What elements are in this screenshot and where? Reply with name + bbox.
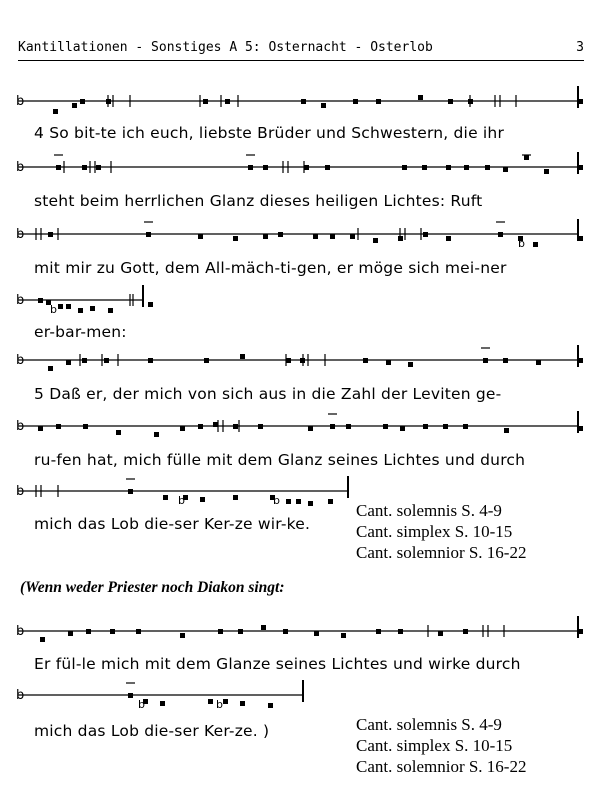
- note-punctum: [408, 362, 413, 367]
- flat-clef: b: [16, 94, 25, 109]
- note-punctum: [524, 155, 529, 160]
- flat-sign: b: [138, 698, 145, 711]
- flat-clef: b: [16, 160, 25, 175]
- note-punctum: [330, 234, 335, 239]
- note-punctum: [82, 165, 87, 170]
- flat-sign: b: [216, 698, 223, 711]
- note-punctum: [240, 354, 245, 359]
- note-punctum: [204, 358, 209, 363]
- note-punctum: [373, 238, 378, 243]
- note-punctum: [418, 95, 423, 100]
- note-punctum: [363, 358, 368, 363]
- note-punctum: [68, 631, 73, 636]
- note-punctum: [58, 304, 63, 309]
- page-header: [18, 40, 584, 62]
- note-punctum: [376, 629, 381, 634]
- note-punctum: [350, 234, 355, 239]
- note-punctum: [533, 242, 538, 247]
- flat-sign: b: [518, 237, 525, 250]
- note-punctum: [341, 633, 346, 638]
- note-punctum: [578, 629, 583, 634]
- flat-clef: b: [16, 688, 25, 703]
- note-punctum: [268, 703, 273, 708]
- note-punctum: [422, 165, 427, 170]
- lyric-line-2: steht beim herrlichen Glanz dieses heiligen Lichtes: Ruft: [34, 192, 483, 210]
- note-punctum: [223, 699, 228, 704]
- note-punctum: [578, 358, 583, 363]
- staff-line-5: [18, 353, 584, 367]
- note-punctum: [80, 99, 85, 104]
- references-block-2: [356, 714, 526, 777]
- rubric: (Wenn weder Priester noch Diakon singt:: [20, 579, 285, 596]
- note-punctum: [240, 701, 245, 706]
- note-punctum: [225, 99, 230, 104]
- page-title: Kantillationen - Sonstiges A 5: Osternacht - Osterlob: [18, 40, 433, 55]
- note-punctum: [248, 165, 253, 170]
- note-punctum: [154, 432, 159, 437]
- note-punctum: [544, 169, 549, 174]
- note-punctum: [38, 426, 43, 431]
- note-punctum: [304, 165, 309, 170]
- note-punctum: [438, 631, 443, 636]
- note-punctum: [146, 232, 151, 237]
- note-punctum: [278, 232, 283, 237]
- note-punctum: [200, 497, 205, 502]
- note-punctum: [485, 165, 490, 170]
- note-punctum: [258, 424, 263, 429]
- note-punctum: [66, 304, 71, 309]
- staff-line-3: [16, 227, 584, 250]
- note-punctum: [106, 99, 111, 104]
- flat-clef: b: [16, 484, 25, 499]
- note-punctum: [423, 424, 428, 429]
- flat-clef: b: [16, 624, 25, 639]
- note-punctum: [314, 631, 319, 636]
- staff-line-4: [16, 293, 584, 316]
- staff-line-7: [16, 484, 584, 507]
- note-punctum: [261, 625, 266, 630]
- note-punctum: [233, 424, 238, 429]
- note-punctum: [96, 165, 101, 170]
- note-punctum: [578, 236, 583, 241]
- note-punctum: [198, 234, 203, 239]
- note-punctum: [313, 234, 318, 239]
- flat-sign: b: [178, 494, 185, 507]
- note-punctum: [108, 308, 113, 313]
- note-punctum: [398, 236, 403, 241]
- note-punctum: [325, 165, 330, 170]
- note-punctum: [160, 701, 165, 706]
- note-punctum: [233, 495, 238, 500]
- note-punctum: [163, 495, 168, 500]
- note-punctum: [386, 360, 391, 365]
- note-punctum: [90, 306, 95, 311]
- note-punctum: [353, 99, 358, 104]
- note-punctum: [483, 358, 488, 363]
- header-rule: [18, 60, 584, 61]
- note-punctum: [128, 489, 133, 494]
- note-punctum: [504, 428, 509, 433]
- note-punctum: [398, 629, 403, 634]
- note-punctum: [218, 629, 223, 634]
- note-punctum: [86, 629, 91, 634]
- note-punctum: [82, 358, 87, 363]
- note-punctum: [116, 430, 121, 435]
- staff-line-2: [18, 160, 584, 174]
- staff-line-8: [18, 624, 584, 638]
- lyric-line-3: mit mir zu Gott, dem All-mäch-ti-gen, er möge sich mei-ner: [34, 259, 507, 277]
- lyric-line-7: mich das Lob die-ser Ker-ze wir-ke.: [34, 515, 311, 533]
- staff-line-9: [16, 688, 584, 711]
- note-punctum: [578, 426, 583, 431]
- lyric-line-4: er-bar-men:: [34, 323, 127, 341]
- flat-sign: b: [273, 494, 280, 507]
- note-punctum: [308, 501, 313, 506]
- reference-solemnis: Cant. solemnis S. 4-9: [356, 501, 502, 520]
- note-punctum: [578, 99, 583, 104]
- note-punctum: [328, 499, 333, 504]
- note-punctum: [464, 165, 469, 170]
- flat-clef: b: [16, 227, 25, 242]
- note-punctum: [136, 629, 141, 634]
- note-punctum: [48, 232, 53, 237]
- note-punctum: [503, 358, 508, 363]
- note-punctum: [148, 302, 153, 307]
- note-punctum: [308, 426, 313, 431]
- note-punctum: [330, 424, 335, 429]
- reference-solemnior: Cant. solemnior S. 16-22: [356, 757, 527, 776]
- note-punctum: [233, 236, 238, 241]
- note-punctum: [423, 232, 428, 237]
- note-punctum: [180, 426, 185, 431]
- note-punctum: [78, 308, 83, 313]
- flat-sign: b: [50, 303, 57, 316]
- note-punctum: [376, 99, 381, 104]
- staff-line-1: [18, 94, 584, 108]
- note-punctum: [286, 499, 291, 504]
- note-punctum: [56, 165, 61, 170]
- reference-simplex: Cant. simplex S. 10-15: [356, 522, 513, 541]
- note-punctum: [66, 360, 71, 365]
- note-punctum: [286, 358, 291, 363]
- note-punctum: [346, 424, 351, 429]
- note-punctum: [203, 99, 208, 104]
- note-punctum: [536, 360, 541, 365]
- note-punctum: [446, 165, 451, 170]
- note-punctum: [53, 109, 58, 114]
- flat-clef: b: [16, 293, 25, 308]
- flat-clef: b: [16, 353, 25, 368]
- note-punctum: [198, 424, 203, 429]
- note-punctum: [263, 234, 268, 239]
- note-punctum: [468, 99, 473, 104]
- lyric-line-5: 5 Daß er, der mich von sich aus in die Zahl der Leviten ge-: [34, 385, 502, 403]
- note-punctum: [402, 165, 407, 170]
- note-punctum: [104, 358, 109, 363]
- note-punctum: [128, 693, 133, 698]
- note-punctum: [498, 232, 503, 237]
- reference-solemnior: Cant. solemnior S. 16-22: [356, 543, 527, 562]
- note-punctum: [503, 167, 508, 172]
- note-punctum: [300, 358, 305, 363]
- lyric-line-8: Er fül-le mich mit dem Glanze seines Lichtes und wirke durch: [34, 655, 521, 673]
- note-punctum: [180, 633, 185, 638]
- lyric-line-9: mich das Lob die-ser Ker-ze. ): [34, 722, 270, 740]
- note-punctum: [208, 699, 213, 704]
- note-punctum: [72, 103, 77, 108]
- note-punctum: [463, 629, 468, 634]
- note-punctum: [56, 424, 61, 429]
- lyric-line-1: 4 So bit-te ich euch, liebste Brüder und Schwestern, die ihr: [34, 124, 505, 142]
- note-punctum: [321, 103, 326, 108]
- references-block-1: [356, 500, 526, 563]
- note-punctum: [443, 424, 448, 429]
- note-punctum: [578, 165, 583, 170]
- page-number: 3: [576, 40, 584, 55]
- note-punctum: [110, 629, 115, 634]
- flat-clef: b: [16, 419, 25, 434]
- note-punctum: [263, 165, 268, 170]
- note-punctum: [448, 99, 453, 104]
- reference-solemnis: Cant. solemnis S. 4-9: [356, 715, 502, 734]
- note-punctum: [40, 637, 45, 642]
- lyric-line-6: ru-fen hat, mich fülle mit dem Glanz seines Lichtes und durch: [34, 451, 526, 469]
- note-punctum: [83, 424, 88, 429]
- note-punctum: [296, 499, 301, 504]
- note-punctum: [400, 426, 405, 431]
- note-punctum: [283, 629, 288, 634]
- note-punctum: [48, 366, 53, 371]
- note-punctum: [38, 298, 43, 303]
- note-punctum: [463, 424, 468, 429]
- reference-simplex: Cant. simplex S. 10-15: [356, 736, 513, 755]
- note-punctum: [446, 236, 451, 241]
- note-punctum: [148, 358, 153, 363]
- note-punctum: [383, 424, 388, 429]
- note-punctum: [238, 629, 243, 634]
- note-punctum: [213, 422, 218, 427]
- staff-line-6: [18, 419, 584, 433]
- note-punctum: [301, 99, 306, 104]
